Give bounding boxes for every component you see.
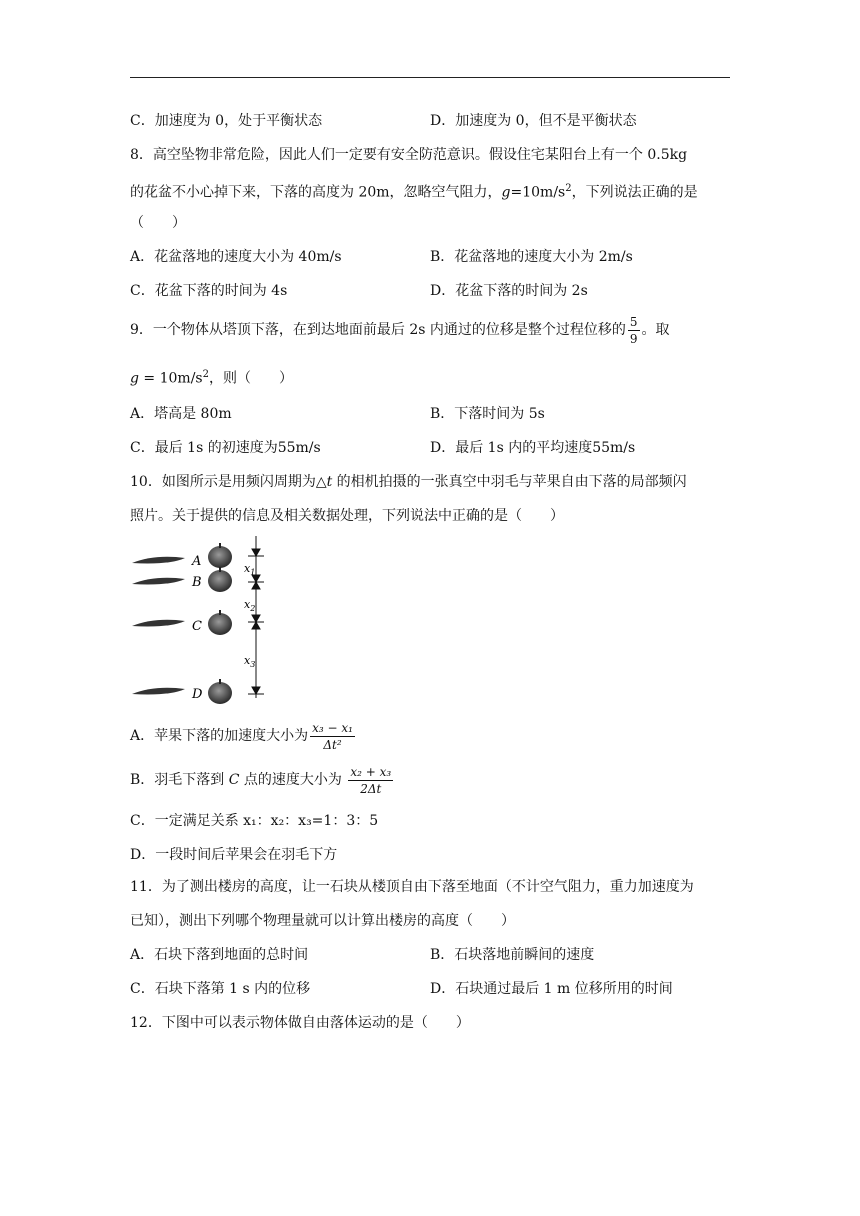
q8-answer-bracket: （ ）	[130, 215, 186, 231]
q10-option-a-fraction: $\frac{\text{x₃ − x₁}}{\text{Δt²}}$	[312, 720, 353, 752]
q10-stem-line2: 照片。关于提供的信息及相关数据处理，下列说法中正确的是（ ）	[130, 508, 564, 524]
q11-stem-line2: 已知），测出下列哪个物理量就可以计算出楼房的高度（ ）	[130, 913, 515, 929]
q10-option-c: C．一定满足关系 x₁：x₂：x₃=1：3：5	[130, 813, 379, 829]
q9-option-b: B．下落时间为 5s	[430, 406, 545, 422]
point-label-b: B	[192, 575, 202, 590]
header-rule	[130, 77, 730, 78]
q11-option-c: C．石块下落第 1 s 内的位移	[130, 981, 311, 997]
q9-stem-line1: 9．一个物体从塔顶下落，在到达地面前最后 2s 内通过的位移是整个过程位移的 $\frac{5}{9}$ 。取	[130, 314, 670, 346]
apple-icon	[208, 543, 232, 568]
q10-option-b-fraction: $\frac{\text{x₂ + x₃}}{2\Delta t}$	[350, 764, 392, 796]
feather-icon	[132, 557, 185, 564]
feather-icon	[132, 620, 185, 627]
apple-icon	[208, 679, 232, 704]
q8-option-d: D．花盆下落的时间为 2s	[430, 283, 588, 299]
q11-option-d: D．石块通过最后 1 m 位移所用的时间	[430, 981, 673, 997]
q11-stem-line1: 11．为了测出楼房的高度，让一石块从楼顶自由下落至地面（不计空气阻力，重力加速度为	[130, 879, 694, 895]
q8-option-b: B．花盆落地的速度大小为 2m/s	[430, 249, 633, 265]
q7-option-d: D．加速度为 0，但不是平衡状态	[430, 113, 637, 129]
feather-icon	[132, 688, 185, 695]
q10-option-a: A．苹果下落的加速度大小为 $\frac{\text{x₃ − x₁}}{\text{Δt²}}$	[130, 720, 353, 752]
q8-option-c: C．花盆下落的时间为 4s	[130, 283, 288, 299]
apple-icon	[208, 567, 232, 592]
q10-option-b: B．羽毛下落到 C 点的速度大小为 $\frac{\text{x₂ + x₃}}{2\Delta t}$	[130, 764, 392, 796]
q8-stem-line1: 8．高空坠物非常危险，因此人们一定要有安全防范意识。假设住宅某阳台上有一个 0.5kg	[130, 147, 688, 163]
apple-icon	[208, 610, 232, 635]
q9-option-a: A．塔高是 80m	[130, 406, 232, 422]
dim-x3-label: $x_3$	[244, 654, 256, 669]
q9-stem-line2: $g = 10m/s^2$，则（ ）	[130, 369, 293, 387]
q12-stem-line1: 12．下图中可以表示物体做自由落体运动的是（ ）	[130, 1015, 470, 1031]
q9-option-c: C．最后 1s 的初速度为55m/s	[130, 440, 321, 456]
q10-option-d: D．一段时间后苹果会在羽毛下方	[130, 847, 338, 863]
q11-option-a: A．石块下落到地面的总时间	[130, 947, 309, 963]
q11-option-b: B．石块落地前瞬间的速度	[430, 947, 595, 963]
point-label-c: C	[192, 619, 202, 634]
q9-option-d: D．最后 1s 内的平均速度55m/s	[430, 440, 636, 456]
strobe-photo-figure	[130, 532, 280, 707]
q8-stem-line2: 的花盆不小心掉下来，下落的高度为 20m，忽略空气阻力，$g=10m/s^2$，下列说法正确的是	[130, 183, 698, 201]
q8-option-a: A．花盆落地的速度大小为 40m/s	[130, 249, 342, 265]
q10-stem-line1: 10．如图所示是用频闪周期为△t 的相机拍摄的一张真空中羽毛与苹果自由下落的局部频闪	[130, 474, 687, 490]
dim-x1-label: $x_1$	[244, 562, 256, 577]
dimension-arrows	[248, 536, 264, 698]
q7-option-c: C．加速度为 0，处于平衡状态	[130, 113, 323, 129]
point-label-a: A	[192, 554, 202, 569]
q9-fraction: $\frac{5}{9}$	[629, 314, 638, 346]
dim-x2-label: $x_2$	[244, 598, 256, 613]
point-label-d: D	[192, 687, 203, 702]
feather-icon	[132, 578, 185, 585]
